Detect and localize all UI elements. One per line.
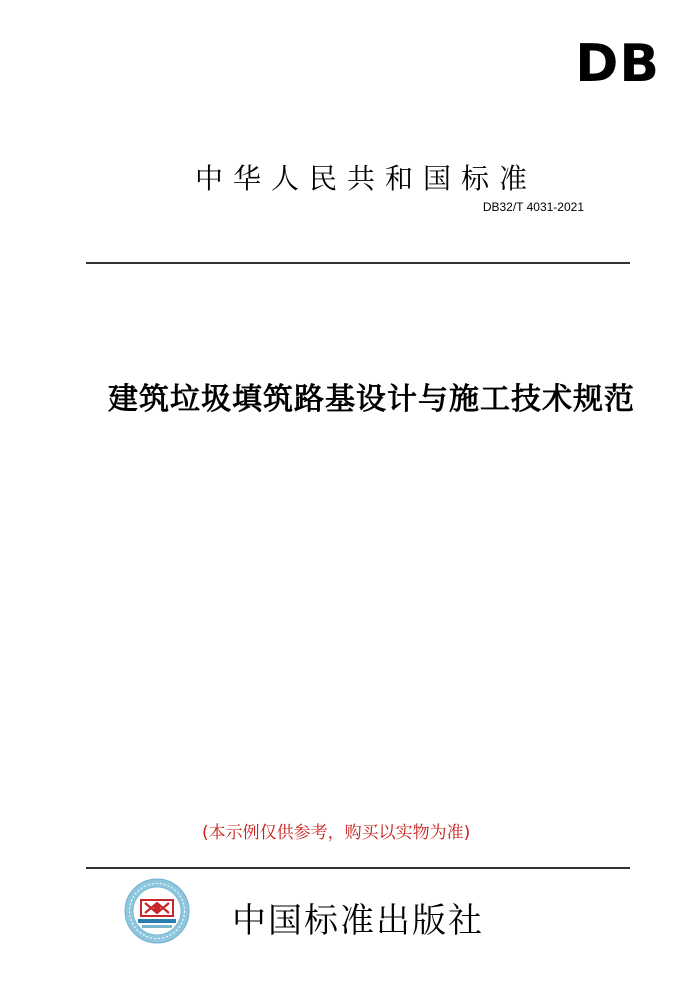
publisher-name: 中国标准出版社 bbox=[232, 901, 484, 941]
bottom-divider bbox=[86, 867, 630, 869]
top-divider bbox=[86, 262, 630, 264]
standard-code: DB32/T 4031-2021 bbox=[482, 200, 584, 214]
publisher-seal-icon bbox=[124, 878, 190, 944]
standard-name: 中华人民共和国标准 bbox=[195, 162, 538, 195]
document-title: 建筑垃圾填筑路基设计与施工技术规范 bbox=[108, 382, 635, 417]
db-mark: DB bbox=[575, 34, 660, 94]
sample-notice: (本示例仅供参考，购买以实物为准) bbox=[202, 823, 471, 843]
